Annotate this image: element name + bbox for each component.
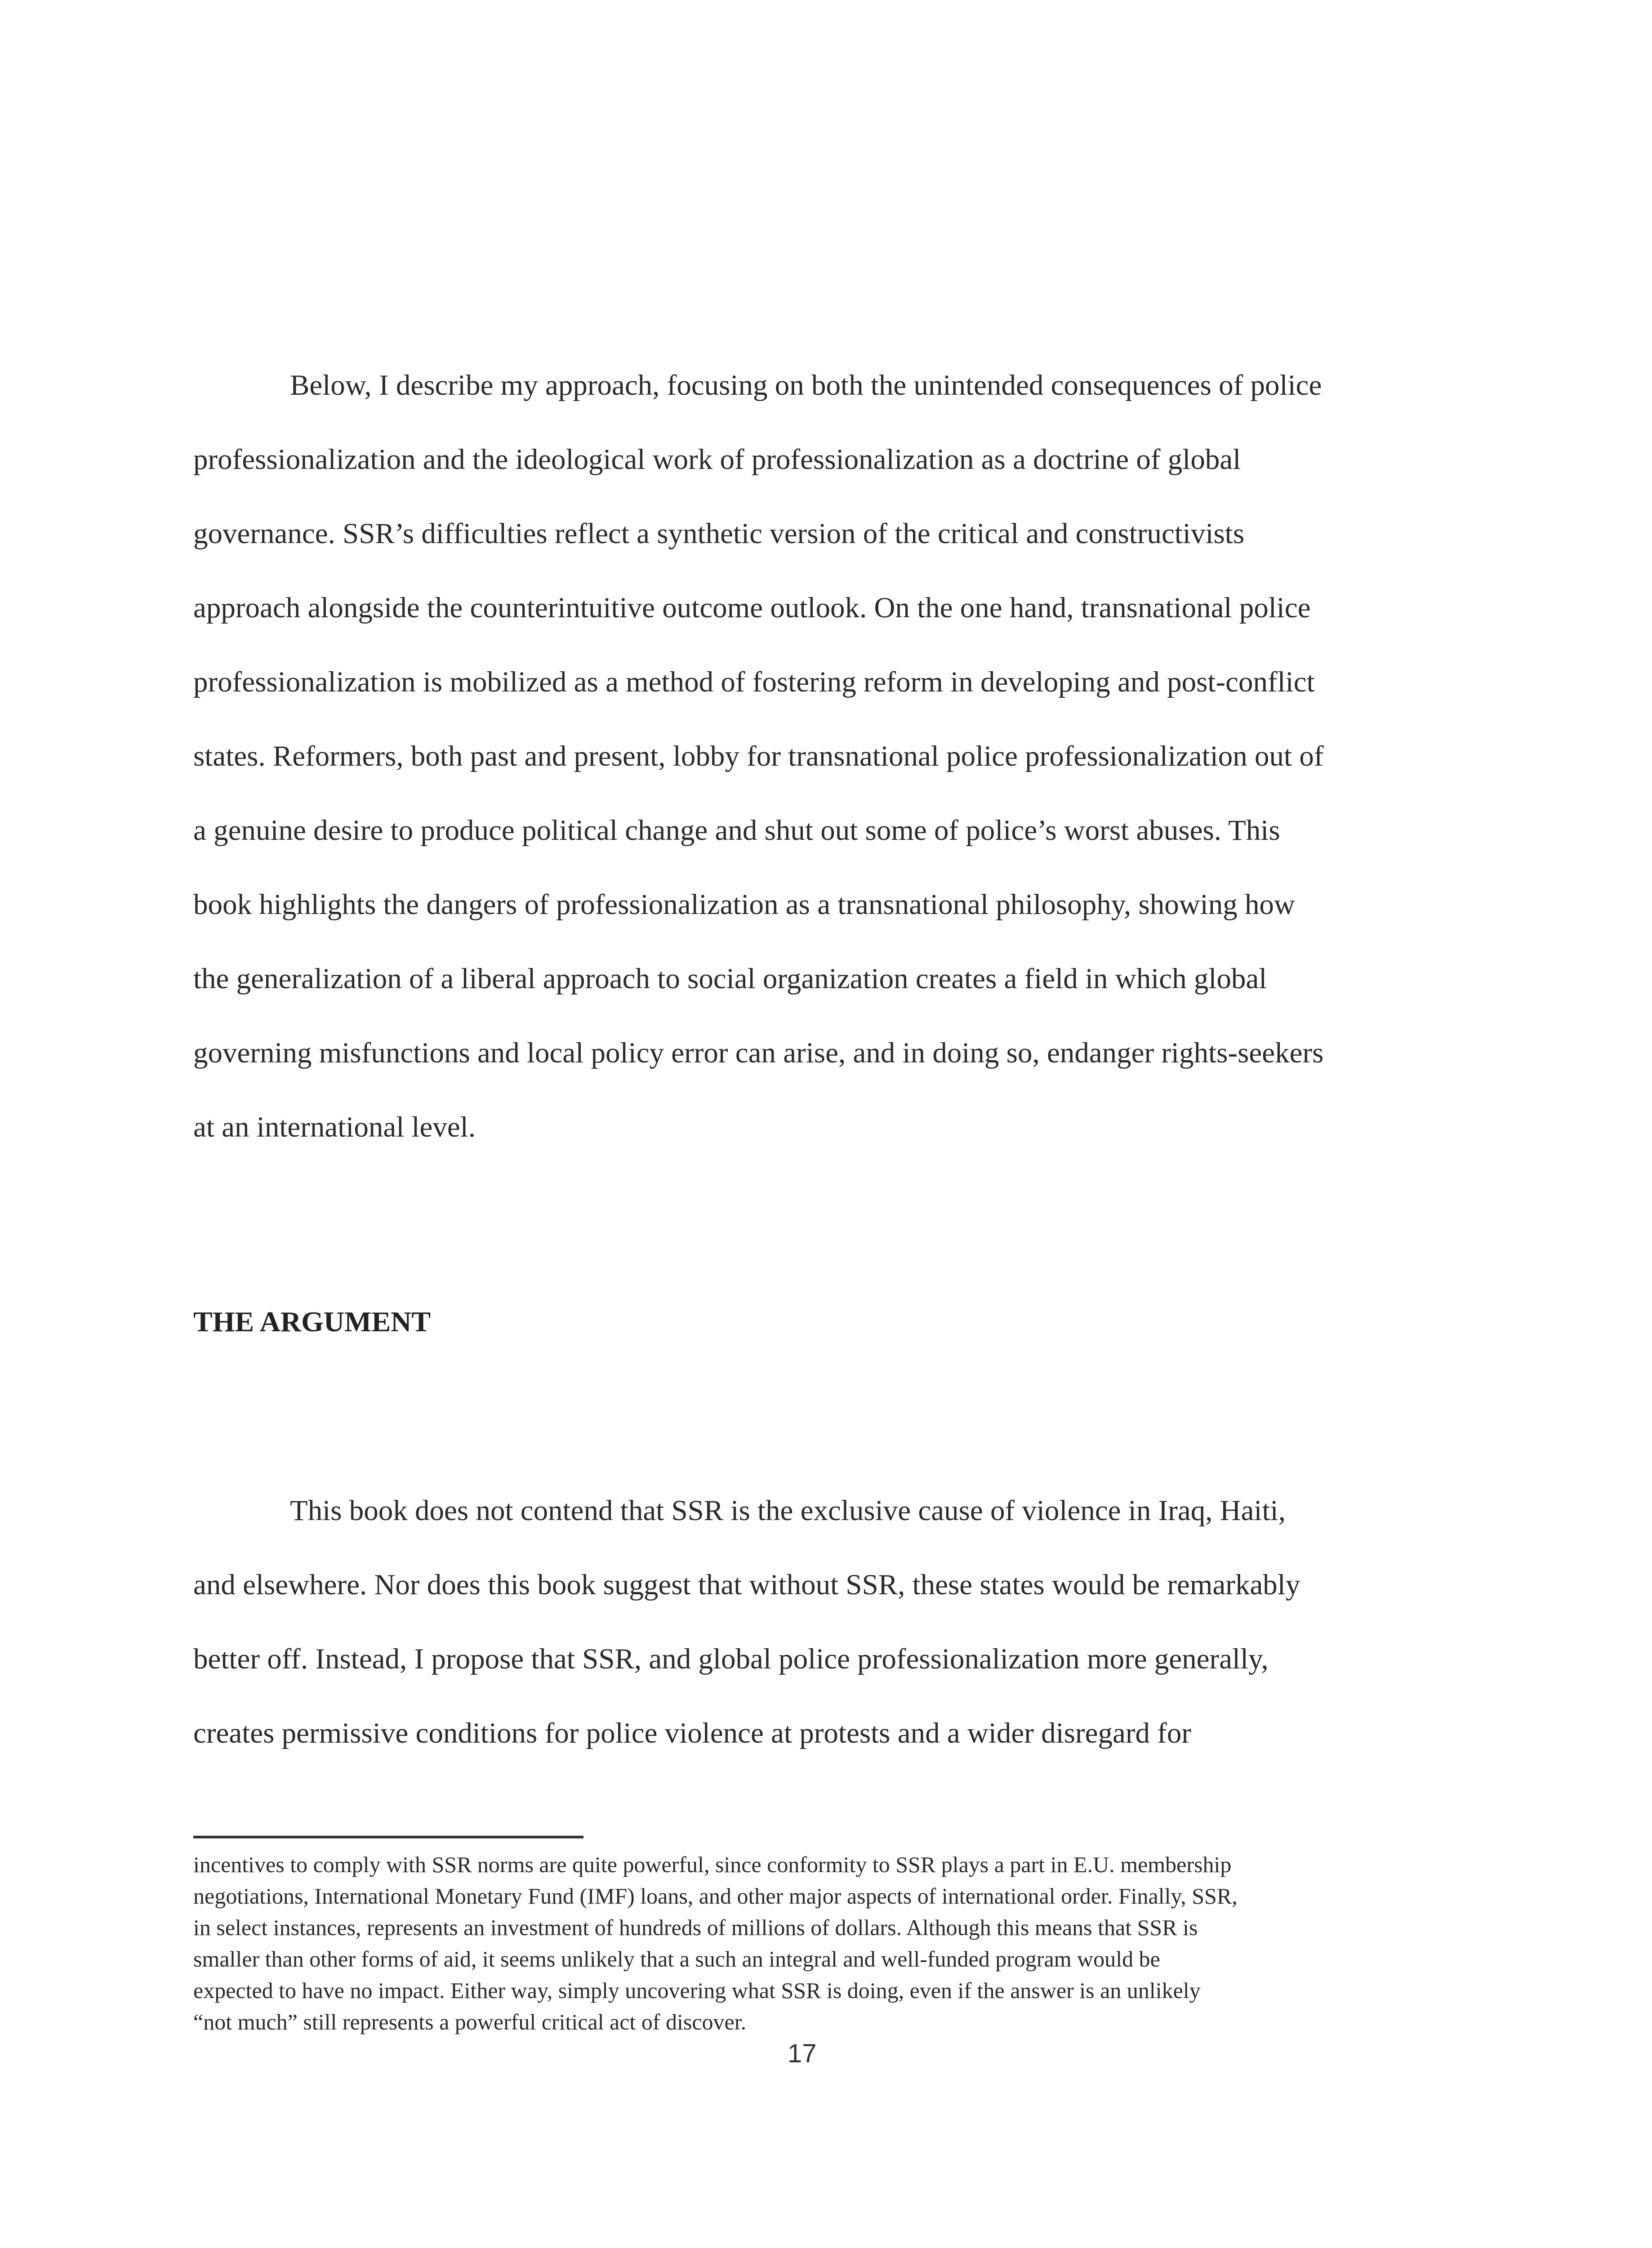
body-text-line: professionalization and the ideological work of professionalization as a doctrine of global <box>193 443 1241 476</box>
body-text-line: at an international level. <box>193 1111 476 1143</box>
body-text-line: governing misfunctions and local policy error can arise, and in doing so, endanger rights-seekers <box>193 1037 1324 1069</box>
body-text-line: This book does not contend that SSR is the exclusive cause of violence in Iraq, Haiti, <box>290 1494 1286 1527</box>
footnote-line: “not much” still represents a powerful critical act of discover. <box>193 2009 747 2034</box>
footnote-line: expected to have no impact. Either way, simply uncovering what SSR is doing, even if the answer is an unlikely <box>193 1978 1201 2003</box>
body-text-line: approach alongside the counterintuitive outcome outlook. On the one hand, transnational police <box>193 592 1311 624</box>
body-text-line: better off. Instead, I propose that SSR, and global police professionalization more generally, <box>193 1643 1269 1675</box>
body-text-line: states. Reformers, both past and present, lobby for transnational police professionalization out of <box>193 740 1324 772</box>
body-text-line: and elsewhere. Nor does this book suggest that without SSR, these states would be remarkably <box>193 1569 1300 1601</box>
body-text-line: Below, I describe my approach, focusing on both the unintended consequences of police <box>290 369 1322 401</box>
footnote-line: negotiations, International Monetary Fund (IMF) loans, and other major aspects of international order. Finally, SSR, <box>193 1883 1238 1909</box>
body-text-line: the generalization of a liberal approach to social organization creates a field in which global <box>193 963 1267 995</box>
footnote-line: smaller than other forms of aid, it seems unlikely that a such an integral and well-funded program would be <box>193 1946 1160 1971</box>
body-text-line: professionalization is mobilized as a method of fostering reform in developing and post-conflict <box>193 666 1315 698</box>
body-text-line: book highlights the dangers of professionalization as a transnational philosophy, showing how <box>193 888 1295 921</box>
page-number: 17 <box>788 2039 817 2068</box>
footnote-separator <box>193 1836 583 1838</box>
body-text-line: a genuine desire to produce political change and shut out some of police’s worst abuses. This <box>193 814 1280 847</box>
footnote-line: incentives to comply with SSR norms are quite powerful, since conformity to SSR plays a part in E.U. membership <box>193 1852 1232 1877</box>
footnote-line: in select instances, represents an investment of hundreds of millions of dollars. Although this means that SSR is <box>193 1915 1198 1940</box>
section-heading: THE ARGUMENT <box>193 1306 431 1338</box>
body-text-line: creates permissive conditions for police violence at protests and a wider disregard for <box>193 1717 1192 1749</box>
body-text-line: governance. SSR’s difficulties reflect a synthetic version of the critical and constructivists <box>193 517 1245 550</box>
